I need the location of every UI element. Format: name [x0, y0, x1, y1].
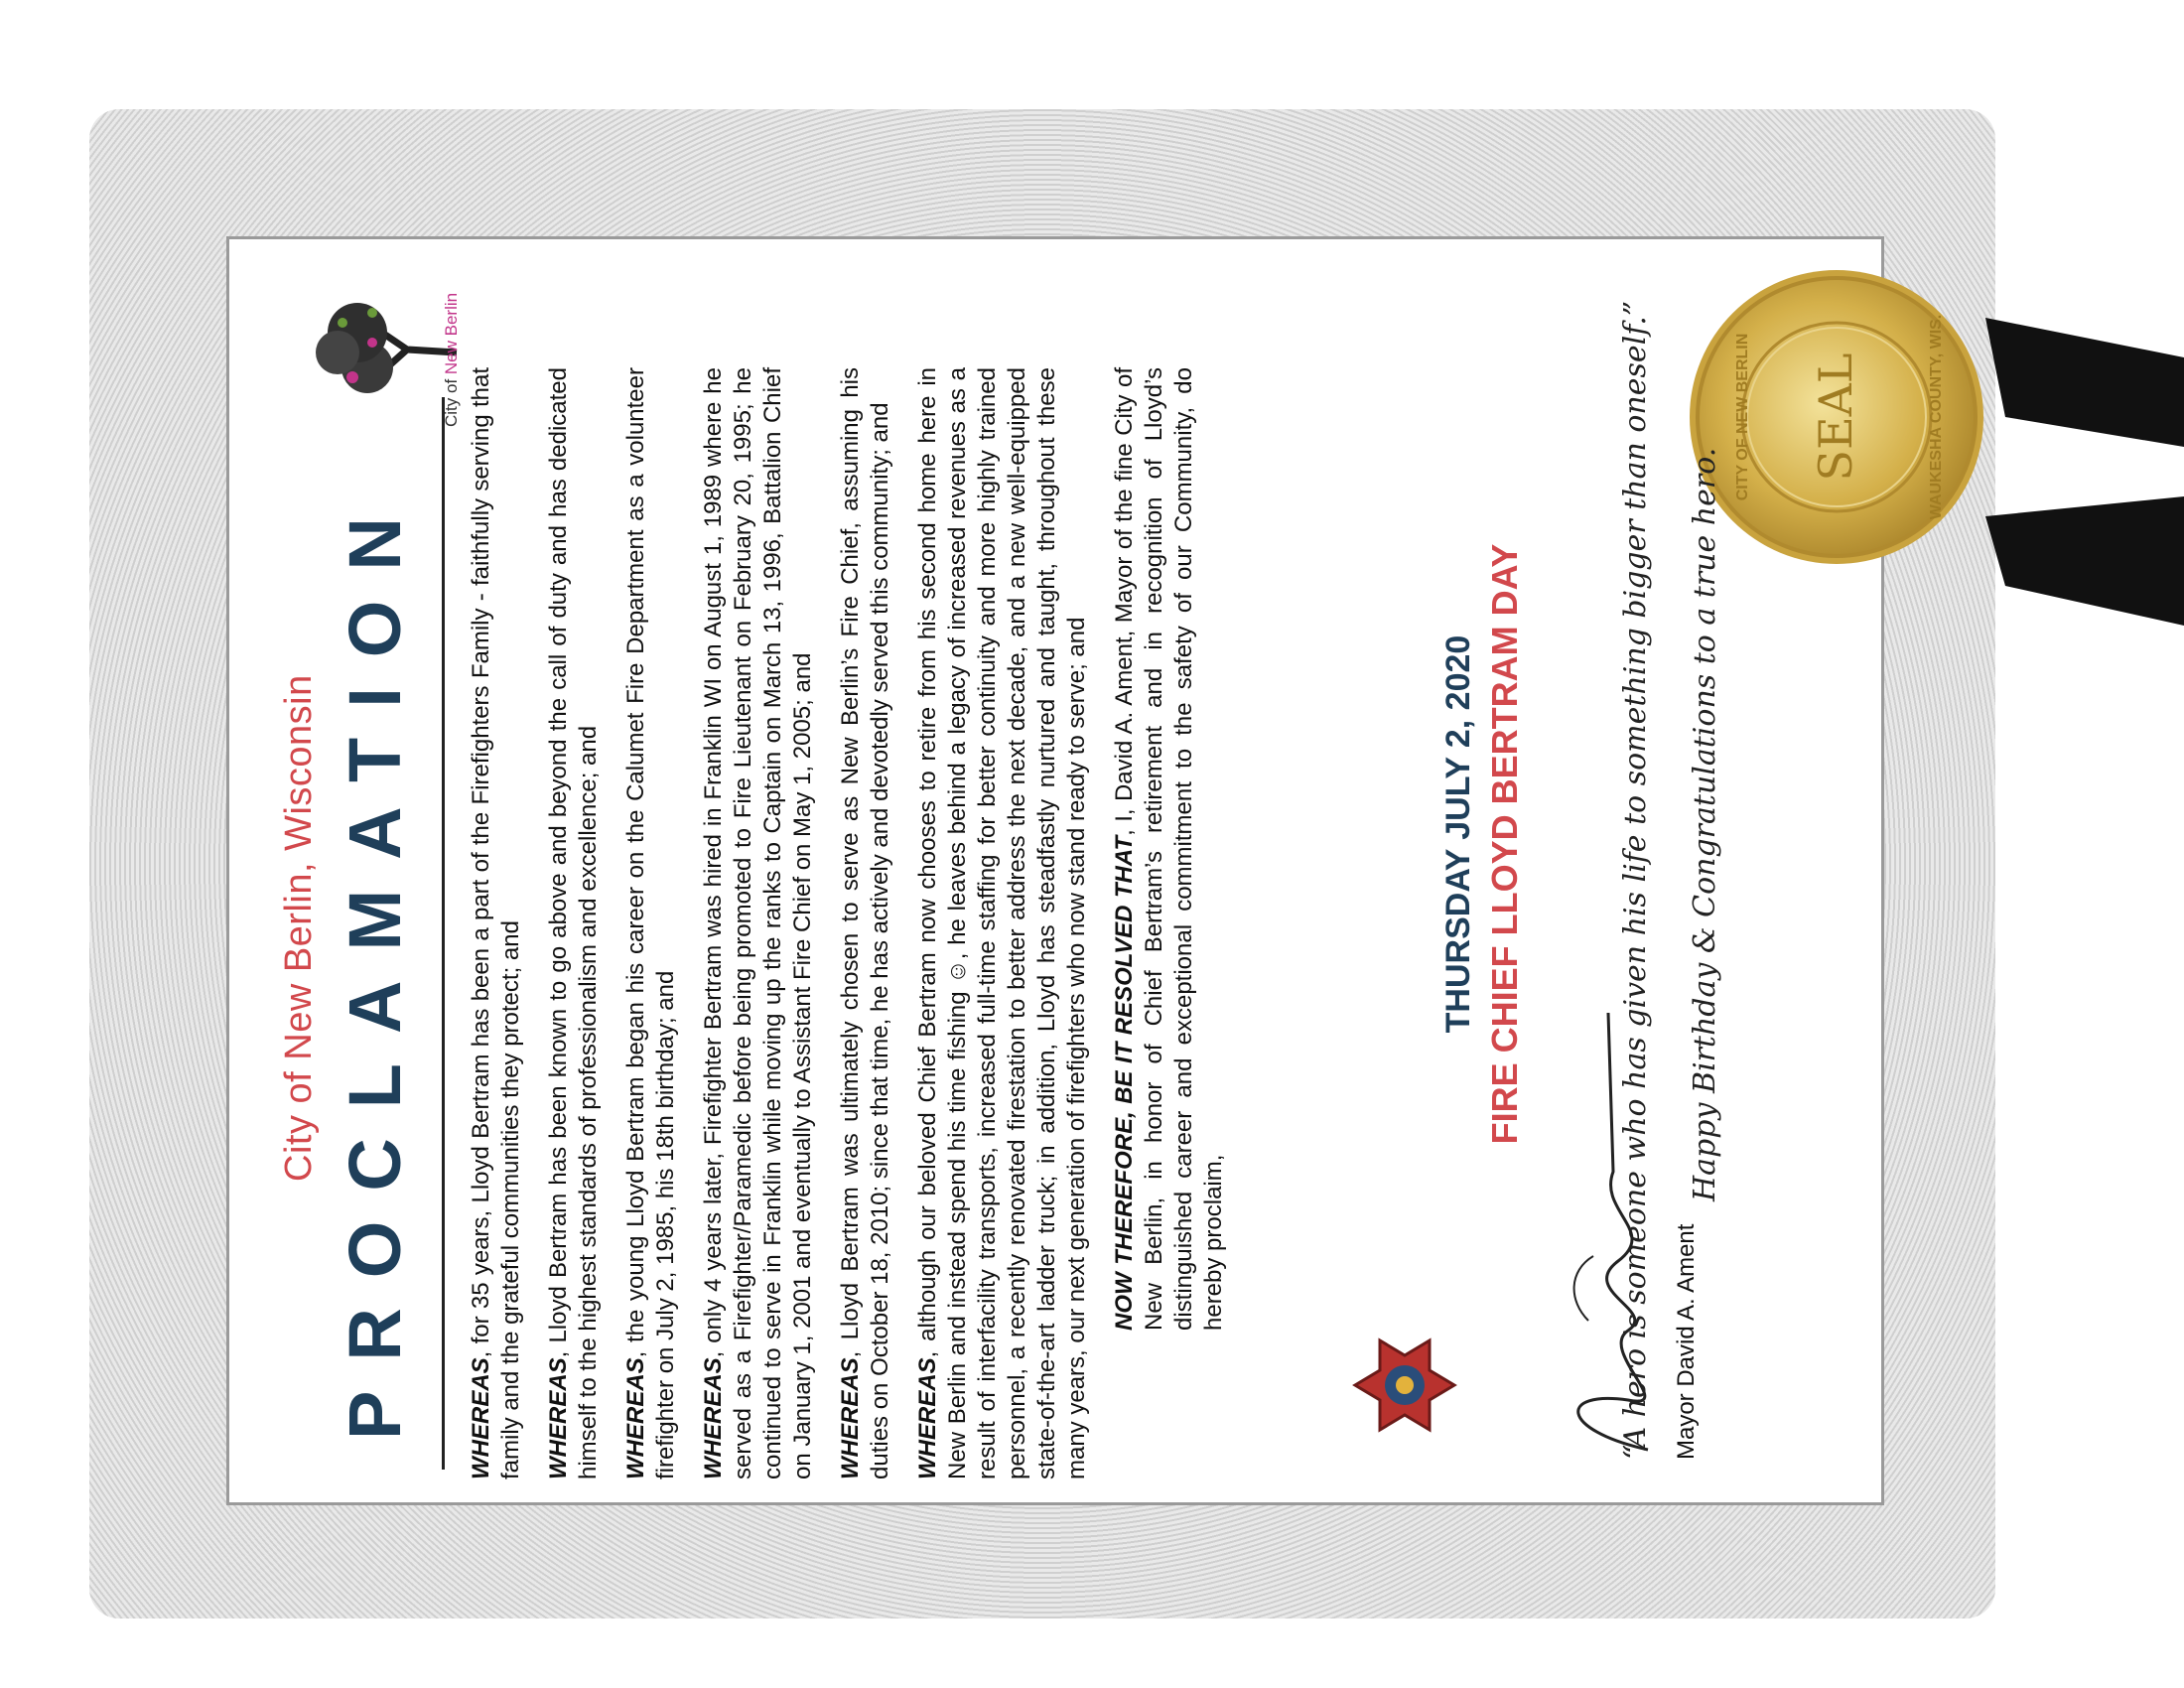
fire-department-badge-icon — [1350, 1331, 1459, 1440]
proclaimed-day: FIRE CHIEF LLOYD BERTRAM DAY — [1484, 543, 1525, 1145]
mayor-signature — [1539, 993, 1688, 1470]
whereas-label: WHEREAS — [545, 1357, 572, 1479]
resolved-paragraph — [1110, 367, 1229, 1479]
logo-text-city: New Berlin — [442, 292, 461, 375]
logo-text-prefix: City of — [442, 374, 461, 427]
whereas-label: WHEREAS — [622, 1357, 649, 1479]
seal-top-text: CITY OF NEW BERLIN — [1734, 333, 1751, 501]
logo-text — [442, 258, 462, 427]
seal-bottom-text: WAUKESHA COUNTY, WIS. — [1928, 314, 1945, 520]
whereas-label: WHEREAS — [914, 1357, 941, 1479]
paragraph-text: , the young Lloyd Bertram began his career on the Calumet Fire Department as a volunteer firefighter on July 2, 1985, his 18th birthday; and — [622, 367, 679, 1479]
resolved-text: , I, David A. Ament, Mayor of the fine City of New Berlin, in honor of Chief Bertram’s retirement and in recognition of Lloyd’s distinguished career and exceptional commitment to the safety of our Community, do hereby proclaim, — [1111, 367, 1227, 1331]
whereas-label: WHEREAS — [837, 1357, 864, 1479]
whereas-paragraph — [913, 367, 1092, 1479]
whereas-paragraph — [467, 367, 526, 1479]
seal-center-text: SEAL — [1809, 352, 1862, 482]
paragraph-text: , Lloyd Bertram was ultimately chosen to serve as New Berlin’s Fire Chief, assuming his duties on October 18, 2010; since that time, he has actively and devotedly served this community; and — [837, 367, 893, 1479]
proclamation-heading: PROCLAMATION — [334, 488, 416, 1440]
whereas-label: WHEREAS — [468, 1357, 494, 1479]
resolved-label: NOW THEREFORE, BE IT RESOLVED THAT — [1111, 835, 1138, 1331]
heading-rule — [442, 397, 445, 1470]
birthday-message: Happy Birthday & Congratulations to a true hero. — [1688, 447, 1722, 1201]
signer-name: Mayor David A. Ament — [1673, 1223, 1700, 1460]
hero-quote: “A hero is someone who has given his life to something bigger than oneself.” — [1618, 300, 1653, 1460]
paragraph-text: , for 35 years, Lloyd Bertram has been a part of the Firefighters Family - faithfully serving that family and the grateful communities they protect; and — [468, 367, 524, 1479]
whereas-paragraph — [621, 367, 681, 1479]
paragraph-text: , Lloyd Bertram has been known to go above and beyond the call of duty and has dedicated himself to the highest standards of professionalism and excellence; and — [545, 367, 602, 1479]
paragraph-text: , only 4 years later, Firefighter Bertram was hired in Franklin WI on August 1, 1989 where he served as a Firefighter/Paramedic before being promoted to Fire Lieutenant on February 20, 1995; he continued to serve in Franklin while moving up the ranks to Captain on March 13, 1996, Battalion Chief on January 1, 2001 and eventually to Assistant Fire Chief on May 1, 2005; and — [700, 367, 816, 1479]
whereas-paragraph — [544, 367, 604, 1479]
city-title: City of New Berlin, Wisconsin — [278, 674, 320, 1182]
proclamation-body — [467, 367, 1247, 1479]
proclamation-page — [238, 248, 1866, 1479]
proclaimed-date: THURSDAY JULY 2, 2020 — [1439, 634, 1477, 1034]
paragraph-text: , although our beloved Chief Bertram now chooses to retire from his second home here in New Berlin and instead spend his time fishing ☺, he leaves behind a legacy of increased revenues as a result of interfacility transports, increased full-time staffing for better continuity and more highly trained personnel, a recently renovated firestation to better address the next decade, and a new well-equipped state-of-the-art ladder truck; in addition, Lloyd has steadfastly nurtured and taught, throughout these many years, our next generation of firefighters who now stand ready to serve; and — [914, 367, 1090, 1479]
whereas-paragraph — [836, 367, 895, 1479]
whereas-paragraph — [699, 367, 818, 1479]
whereas-label: WHEREAS — [700, 1357, 727, 1479]
